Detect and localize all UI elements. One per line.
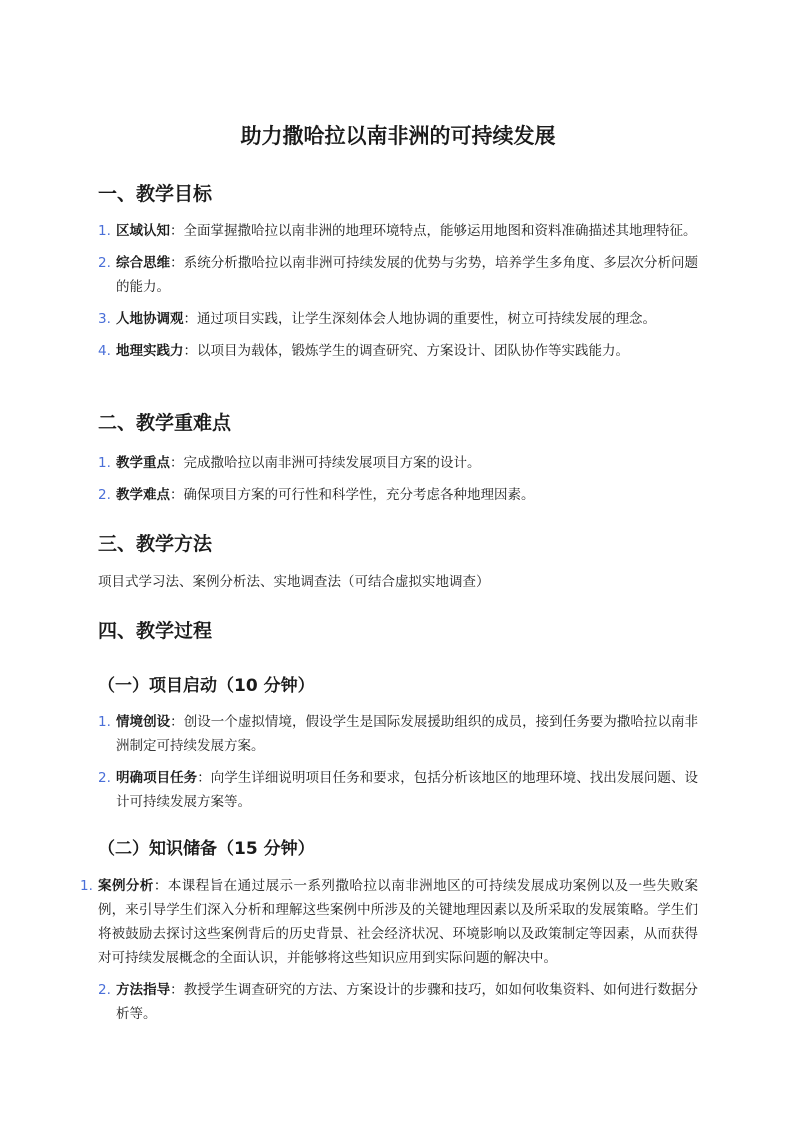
list-number: 2. <box>98 255 111 271</box>
list-text: ：以项目为载体，锻炼学生的调查研究、方案设计、团队协作等实践能力。 <box>183 343 629 359</box>
project-launch-list <box>98 710 698 822</box>
subheading-knowledge-reserve: （二）知识储备（15 分钟） <box>98 839 315 859</box>
list-text: ：完成撒哈拉以南非洲可持续发展项目方案的设计。 <box>170 455 481 471</box>
list-item <box>98 307 698 331</box>
list-term: 案例分析 <box>98 878 154 894</box>
list-term: 综合思维 <box>116 255 171 271</box>
knowledge-reserve-list-continued <box>98 978 698 1034</box>
list-text: ：创设一个虚拟情境，假设学生是国际发展援助组织的成员，接到任务要为撒哈拉以南非洲制定可持续发展方案。 <box>116 714 699 754</box>
subheading-project-launch: （一）项目启动（10 分钟） <box>98 676 315 696</box>
list-text: ：通过项目实践，让学生深刻体会人地协调的重要性，树立可持续发展的理念。 <box>183 311 656 327</box>
list-term: 人地协调观 <box>116 311 184 327</box>
list-item <box>98 339 698 363</box>
list-item <box>98 483 698 507</box>
list-text: ：系统分析撒哈拉以南非洲可持续发展的优势与劣势，培养学生多角度、多层次分析问题的能力。 <box>116 255 699 295</box>
list-term: 地理实践力 <box>116 343 184 359</box>
list-term: 方法指导 <box>116 982 171 998</box>
teaching-goals-list <box>98 219 698 371</box>
list-text: ：确保项目方案的可行性和科学性，充分考虑各种地理因素。 <box>170 487 535 503</box>
list-number: 4. <box>98 343 111 359</box>
knowledge-reserve-block <box>80 874 698 980</box>
list-number: 1. <box>98 223 111 239</box>
list-term: 教学重点 <box>116 455 170 471</box>
list-number: 1. <box>98 714 111 730</box>
list-number: 2. <box>98 982 111 998</box>
list-number: 1. <box>98 455 111 471</box>
list-item <box>98 219 698 243</box>
list-number: 1. <box>80 878 93 894</box>
list-number: 3. <box>98 311 111 327</box>
list-item <box>98 451 698 475</box>
list-term: 明确项目任务 <box>116 770 198 786</box>
list-item <box>98 251 698 299</box>
list-text: ：向学生详细说明项目任务和要求，包括分析该地区的地理环境、找出发展问题、设计可持续发展方案等。 <box>116 770 699 810</box>
list-term: 情境创设 <box>116 714 171 730</box>
knowledge-reserve-list <box>80 874 698 970</box>
list-text: ：本课程旨在通过展示一系列撒哈拉以南非洲地区的可持续发展成功案例以及一些失败案例，来引导学生们深入分析和理解这些案例中所涉及的关键地理因素以及所采取的发展策略。学生们将被鼓励去探讨这些案例背后的历史背景、社会经济状况、环境影响以及政策制定等因素，从而获得对可持续发展概念的全面认识，并能够将这些知识应用到实际问题的解决中。 <box>98 878 699 966</box>
heading-teaching-methods: 三、教学方法 <box>98 533 213 555</box>
teaching-methods-text: 项目式学习法、案例分析法、实地调查法（可结合虚拟实地调查） <box>98 574 490 590</box>
document-title: 助力撒哈拉以南非洲的可持续发展 <box>240 124 556 148</box>
heading-key-points: 二、教学重难点 <box>98 412 232 434</box>
heading-teaching-goals: 一、教学目标 <box>98 183 213 205</box>
list-term: 教学难点 <box>116 487 170 503</box>
list-text: ：全面掌握撒哈拉以南非洲的地理环境特点，能够运用地图和资料准确描述其地理特征。 <box>170 223 697 239</box>
list-term: 区域认知 <box>116 223 170 239</box>
list-item <box>80 874 698 970</box>
key-points-list <box>98 451 698 515</box>
list-text: ：教授学生调查研究的方法、方案设计的步骤和技巧，如如何收集资料、如何进行数据分析等。 <box>116 982 699 1022</box>
list-number: 2. <box>98 770 111 786</box>
list-number: 2. <box>98 487 111 503</box>
heading-teaching-process: 四、教学过程 <box>98 620 213 642</box>
list-item <box>98 710 698 758</box>
list-item <box>98 766 698 814</box>
list-item <box>98 978 698 1026</box>
